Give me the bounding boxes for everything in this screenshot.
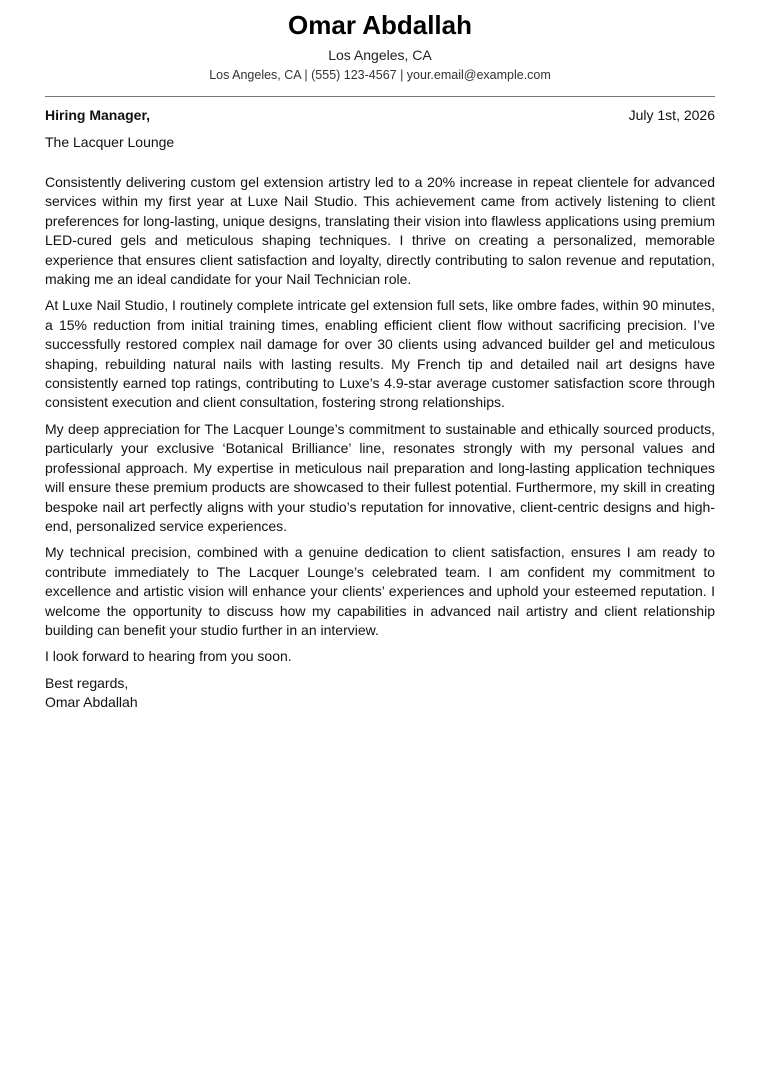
closing-signature: Omar Abdallah — [45, 694, 138, 711]
recipient-company: The Lacquer Lounge — [45, 134, 175, 150]
body-paragraph: I look forward to hearing from you soon. — [45, 648, 292, 665]
body-paragraph: Consistently delivering custom gel extension artistry led to a 20% increase in repeat clientele for advanced services within my first year at Luxe Nail Studio. This achievement came from actively listening to client preferences for long-lasting, unique designs, translating their vision into flawless applications using premium LED-cured gels and meticulous shaping techniques. I thrive on creating a personalized, memorable experience that ensures client satisfaction and loyalty, directly contributing to salon revenue and reputation, making me an ideal candidate for your Nail Technician role. — [45, 174, 715, 288]
body-paragraph: My technical precision, combined with a genuine dedication to client satisfaction, ensures I am ready to contribute immediately to The Lacquer Lounge’s celebrated team. I am confident my commitment to excellence and artistic vision will enhance your clients’ experiences and uphold your esteemed reputation. I welcome the opportunity to discuss how my capabilities in advanced nail artistry and client relationship building can benefit your studio further in an interview. — [45, 544, 715, 638]
sender-name: Omar Abdallah — [288, 10, 472, 40]
recipient-title: Hiring Manager, — [45, 107, 151, 123]
closing-salutation: Best regards, — [45, 674, 129, 691]
letter-body — [45, 173, 715, 667]
letter-date: July 1st, 2026 — [628, 107, 715, 123]
sender-contact-line: Los Angeles, CA | (555) 123-4567 | your.email@example.com — [209, 68, 551, 82]
letter-header — [45, 0, 715, 84]
body-paragraph: At Luxe Nail Studio, I routinely complete intricate gel extension full sets, like ombre fades, within 90 minutes, a 15% reduction from initial training times, enabling efficient client flow without sacrificing precision. I’ve successfully restored complex nail damage for over 30 clients using advanced builder gel and meticulous shaping, rebuilding natural nails with lasting results. My French tip and detailed nail art designs have consistently earned top ratings, contributing to Luxe’s 4.9-star average customer satisfaction score through consistent execution and client consultation, fostering strong relationships. — [45, 297, 715, 411]
body-paragraph: My deep appreciation for The Lacquer Lounge’s commitment to sustainable and ethically sourced products, particularly your exclusive ‘Botanical Brilliance’ line, resonates strongly with my personal values and professional approach. My expertise in meticulous nail preparation and long-lasting application techniques will ensure these premium products are showcased to their fullest potential. Furthermore, my skill in creating bespoke nail art perfectly aligns with your studio’s reputation for innovative, client-centric designs and high-end, personalized service experiences. — [45, 420, 715, 534]
sender-location: Los Angeles, CA — [328, 47, 432, 63]
recipient-date-row — [45, 105, 715, 125]
header-divider — [45, 96, 715, 97]
letter-closing — [45, 674, 715, 713]
